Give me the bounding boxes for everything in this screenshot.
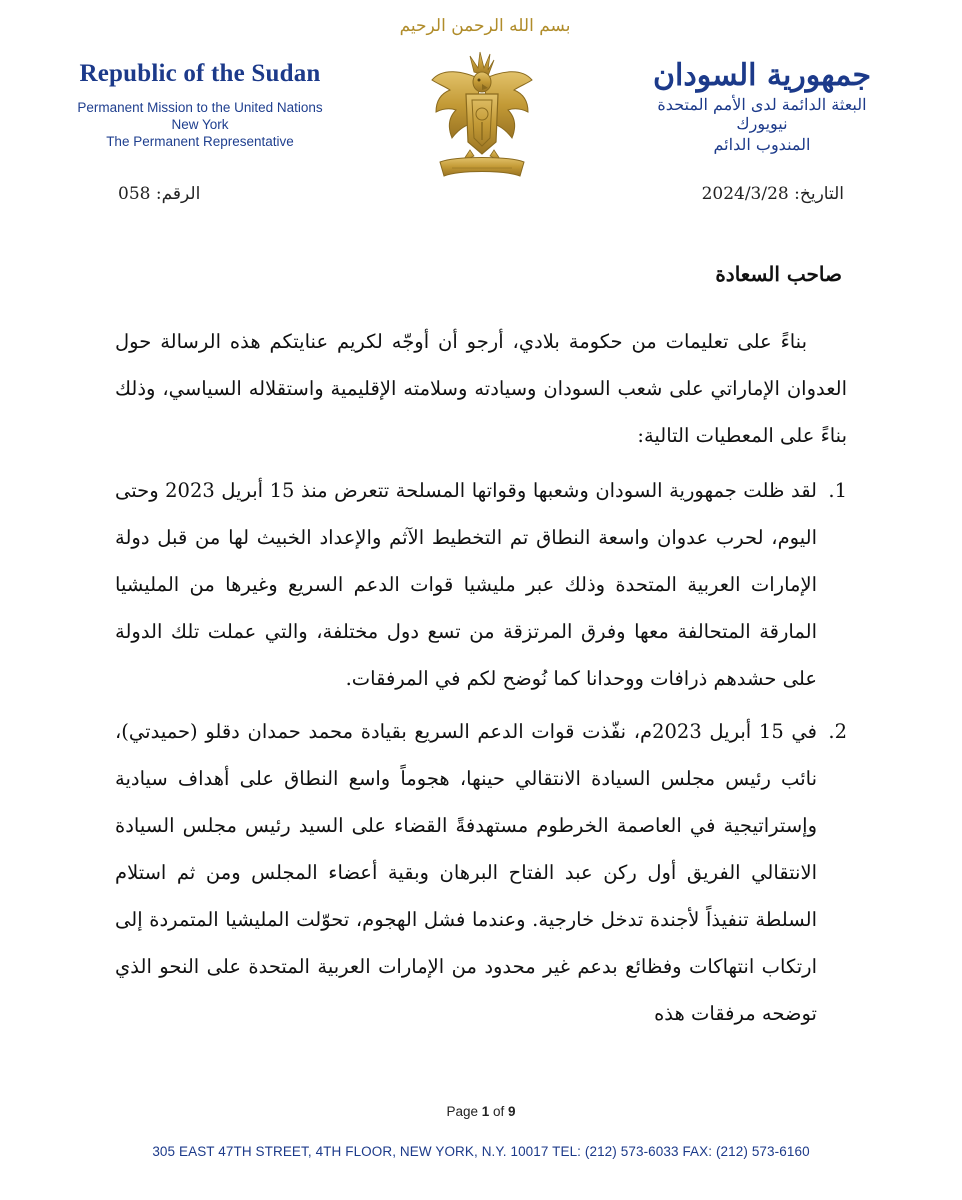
- list-item: [115, 708, 847, 1037]
- page-prefix: Page: [446, 1104, 482, 1119]
- page-of: of: [489, 1104, 509, 1119]
- letterhead-english-office: The Permanent Representative: [106, 134, 294, 149]
- letter-body: [115, 318, 847, 1043]
- letterhead-arabic-mission: البعثة الدائمة لدى الأمم المتحدة: [657, 95, 867, 114]
- footer-address: 305 EAST 47TH STREET, 4TH FLOOR, NEW YORK, N.Y. 10017 TEL: (212) 573-6033 FAX: (212) 573-6160: [152, 1144, 810, 1159]
- letterhead-english-city: New York: [171, 117, 229, 132]
- page-total: 9: [508, 1104, 516, 1119]
- points-list: [115, 467, 847, 1037]
- page-current: 1: [481, 1104, 490, 1119]
- letterhead-arabic-office: المندوب الدائم: [713, 135, 811, 154]
- intro-paragraph: [115, 318, 847, 459]
- basmala-calligraphy: بسم الله الرحمن الرحيم: [399, 16, 571, 36]
- list-item-number: 2.: [828, 720, 847, 743]
- list-item-number: 1.: [828, 479, 847, 502]
- sudan-emblem-icon: [422, 50, 542, 185]
- letterhead-arabic: [612, 58, 912, 154]
- letterhead-english: [50, 60, 350, 149]
- intro-text: بناءً على تعليمات من حكومة بلادي، أرجو أن أوجّه لكريم عنايتكم هذه الرسالة حول العدوان الإماراتي على شعب السودان وسيادته وسلامته الإقليمية واستقلاله السياسي، وذلك بناءً على المعطيات التالية:: [115, 330, 847, 447]
- reference-number: الرقم: 058: [118, 184, 201, 204]
- letterhead-arabic-city: نيويورك: [736, 114, 788, 133]
- page-number: [0, 1104, 962, 1119]
- list-item-text: في 15 أبريل 2023م، نفّذت قوات الدعم السريع بقيادة محمد حمدان دقلو (حميدتي)، نائب رئيس مجلس السيادة الانتقالي حينها، هجوماً واسع النطاق على أهداف سيادية وإستراتيجية في العاصمة الخرطوم مستهدفةً القضاء على السيد رئيس مجلس السيادة الانتقالي الفريق أول ركن عبد الفتاح البرهان وبقية أعضاء المجلس ومن ثم استلام السلطة تنفيذاً لأجندة تدخل خارجية. وعندما فشل الهجوم، تحوّلت المليشيا المتمردة إلى ارتكاب انتهاكات وفظائع بدعم غير محدود من الإمارات العربية المتحدة على النحو الذي توضحه مرفقات هذه: [115, 720, 817, 1025]
- letterhead-english-title: Republic of the Sudan: [79, 60, 321, 87]
- letterhead-arabic-title: جمهورية السودان: [652, 58, 872, 93]
- letterhead-english-mission: Permanent Mission to the United Nations: [77, 100, 323, 115]
- salutation: صاحب السعادة: [715, 262, 842, 286]
- list-item: [115, 467, 847, 702]
- list-item-text: لقد ظلت جمهورية السودان وشعبها وقواتها المسلحة تتعرض منذ 15 أبريل 2023 وحتى اليوم، لحرب عدوان واسعة النطاق تم التخطيط الآثم والإعداد الخبيث لها من قبل دولة الإمارات العربية المتحدة وذلك عبر مليشيا قوات الدعم السريع وغيرها من المليشيا المارقة المتحالفة معها وفرق المرتزقة من تسع دول مختلفة، والتي عملت تلك الدولة على حشدهم ذرافات ووحدانا كما نُوضح لكم في المرفقات.: [115, 479, 817, 690]
- letter-date: التاريخ: 2024/3/28: [701, 184, 844, 204]
